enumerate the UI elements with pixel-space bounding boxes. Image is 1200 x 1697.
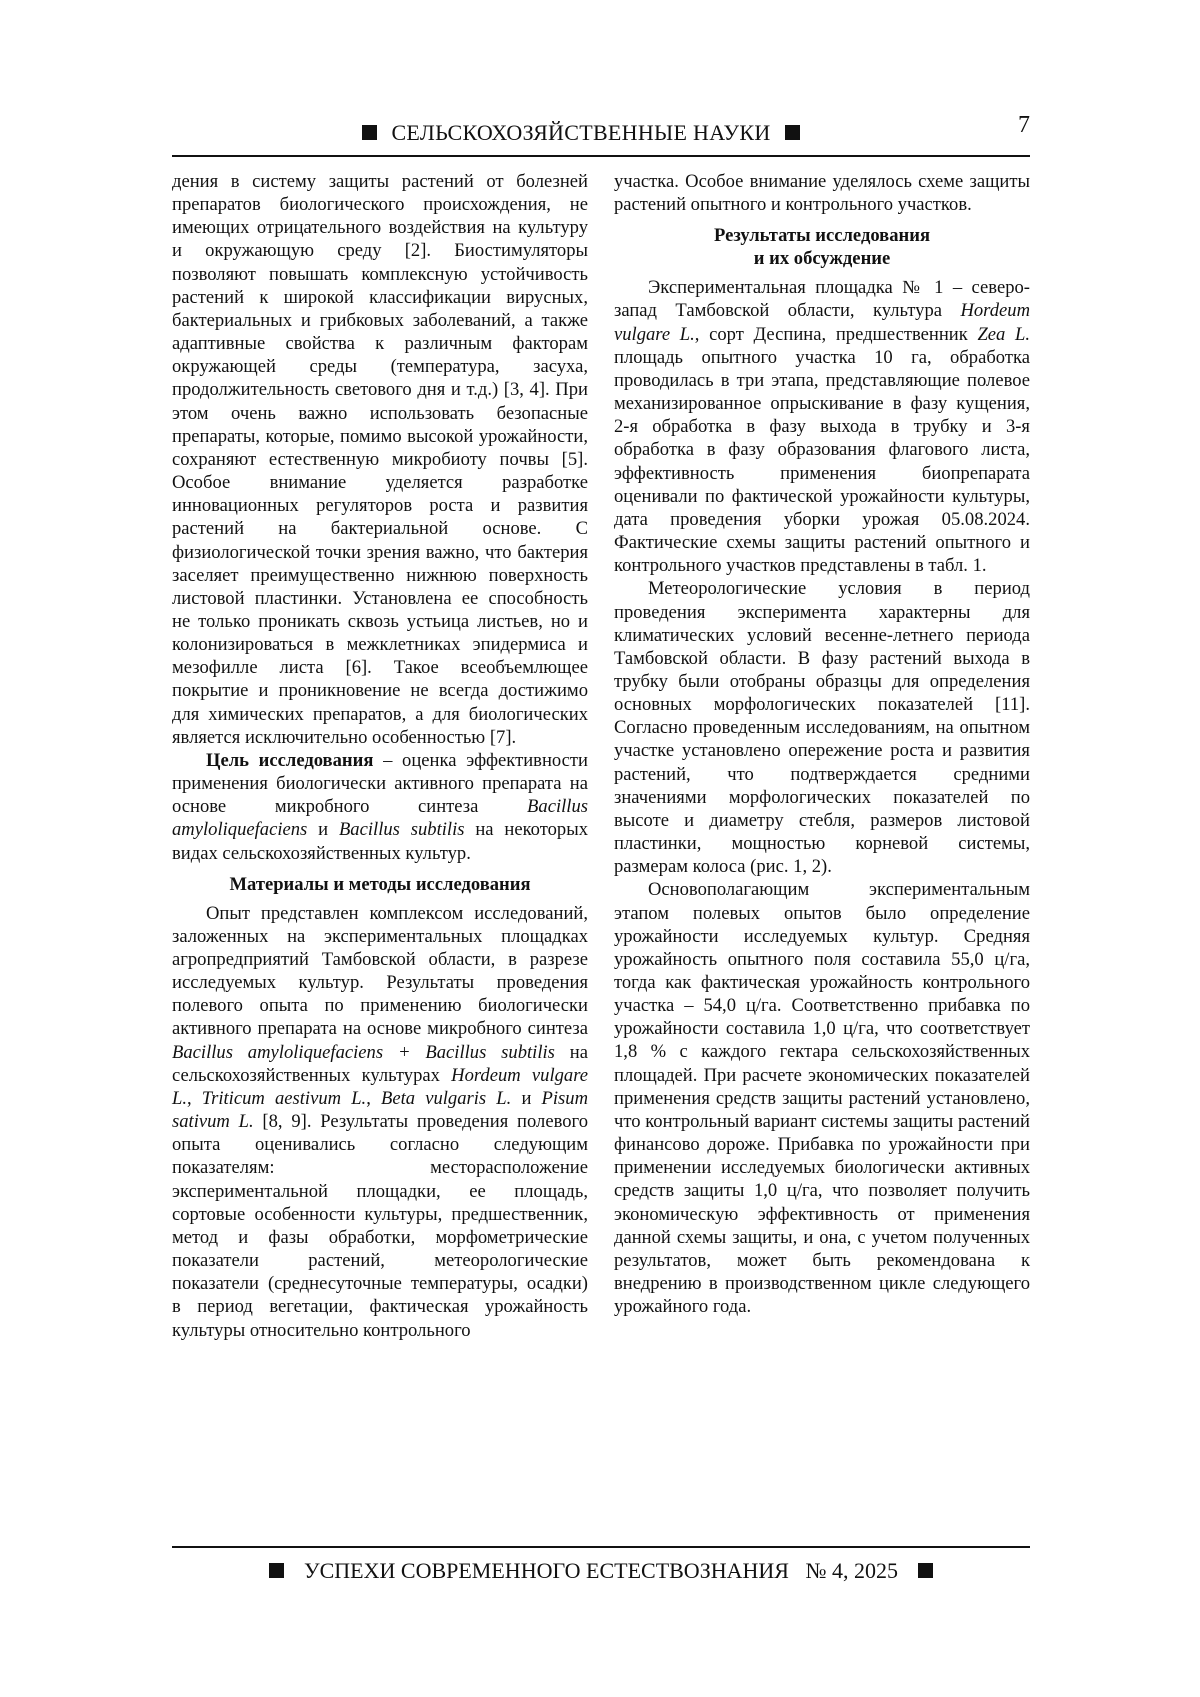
text-run: на некоторых видах сельскохозяйственных культур. xyxy=(172,819,588,864)
species-name: Hordeum vulgare L. xyxy=(614,300,1030,345)
text-run: [8, 9]. Результаты проведения полевого опыта оценивались согласно следующим показателям: месторасположение экспериментальной площадки, ее площадь, сортовые особенности культуры, предшественник, метод и фазы обработки, морфометрические показатели растений, метеорологические показатели (среднесуточные температуры, осадки) в период вегетации, фактическая урожайность культуры относительно контрольного xyxy=(172,1111,588,1341)
section-title: СЕЛЬСКОХОЗЯЙСТВЕННЫЕ НАУКИ xyxy=(391,120,771,145)
section-heading-methods: Материалы и методы исследования xyxy=(229,873,531,895)
species-name: Bacillus subtilis xyxy=(338,819,465,841)
paragraph: участка. Особое внимание уделялось схеме защиты растений опытного и контрольного участков. xyxy=(614,171,1030,216)
species-name: Hordeum vulgare L. xyxy=(172,1064,588,1109)
text-run: , xyxy=(366,1087,381,1109)
running-header xyxy=(172,112,1030,152)
species-name: Triticum aestivum L. xyxy=(201,1087,367,1109)
species-name: Pisum sativum L. xyxy=(172,1087,589,1133)
square-bullet-icon xyxy=(362,125,377,140)
heading-line: и их обсуждение xyxy=(753,248,891,270)
text-run: Опыт представлен комплексом исследований, заложенных на экспериментальных площадках агропредприятий Тамбовской области, в разрезе исследуемых культур. Результаты проведения полевого опыта по применению биологически активного препарата на основе микробного синтеза xyxy=(172,902,588,1040)
journal-title: УСПЕХИ СОВРЕМЕННОГО ЕСТЕСТВОЗНАНИЯ xyxy=(304,1558,789,1583)
paragraph-aim xyxy=(172,749,588,865)
paragraph-site xyxy=(614,276,1030,577)
paragraph-methods xyxy=(172,902,588,1342)
species-name: Bacillus amyloliquefaciens + Bacillus subtilis xyxy=(172,1041,555,1063)
text-run: на сельскохозяйственных культурах xyxy=(172,1041,588,1086)
text-run: Экспериментальная площадка № 1 – северо-запад Тамбовской области, культура xyxy=(614,277,1030,322)
text-run: – оценка эффективности применения биологически активного препарата на основе микробного синтеза xyxy=(172,749,588,818)
footer-rule xyxy=(172,1546,1030,1548)
text-run: площадь опытного участка 10 га, обработка проводилась в три этапа, представляющие полевое механизированное опрыскивание в фазу кущения, 2-я обработка в фазу выхода в трубку и 3-я обработка в фазу образования флагового листа, эффективность применения биопрепарата оценивали по фактической урожайности культуры, дата проведения уборки урожая 05.08.2024. Фактические схемы защиты растений опытного и контрольного участков представлены в табл. 1. xyxy=(614,346,1030,577)
species-name: Beta vulgaris L. xyxy=(381,1087,512,1109)
right-column xyxy=(614,170,1030,1318)
text-run: и xyxy=(307,819,339,841)
square-bullet-icon xyxy=(785,125,800,140)
aim-label: Цель исследования xyxy=(206,749,374,771)
running-footer xyxy=(172,1556,1030,1586)
paragraph: дения в систему защиты растений от болезней препаратов биологического происхождения, не имеющих отрицательного воздействия на культуру и окружающую среду [2]. Биостимуляторы позволяют повышать комплексную устойчивость растений к широкой классификации вирусных, бактериальных и грибковых заболеваний, а также адаптивные свойства к различным факторам окружающей среды (температура, засуха, продолжительность светового дня и т.д.) [3, 4]. При этом очень важно использовать безопасные препараты, которые, помимо высокой урожайности, сохраняют естественную микробиоту почвы [5]. Особое внимание уделяется разработке инновационных регуляторов роста и развития растений на бактериальной основе. С физиологической точки зрения важно, что бактерия заселяет преимущественно нижнюю поверхность листовой пластинки. Установлена ее способность не только проникать сквозь устьица листьев, но и колонизироваться в межклетниках эпидермиса и мезофилле листа [6]. Такое всеобъемлющее покрытие и проникновение не всегда достижимо для химических препаратов, а для биологических является исключительно особенностью [7]. xyxy=(172,171,588,748)
paragraph-weather: Метеорологические условия в период проведения эксперимента характерны для климатических условий весенне-летнего периода Тамбовской области. В фазу растений выхода в трубку были отобраны образцы для определения основных морфологических показателей [11]. Согласно проведенным исследованиям, на опытном участке установлено опережение роста и развития растений, что подтверждается средними значениями морфологических показателей по высоте и диаметру стебля, размеров листовой пластинки, мощностью корневой системы, размерам колоса (рис. 1, 2). xyxy=(614,578,1030,878)
left-column xyxy=(172,170,588,1342)
paragraph-yield: Основополагающим экспериментальным этапом полевых опытов было определение урожайности исследуемых культур. Средняя урожайность опытного поля составила 55,0 ц/га, тогда как фактическая урожайность контрольного участка – 54,0 ц/га. Соответственно прибавка по урожайности составила 1,0 ц/га, что соответствует 1,8 % с каждого гектара сельскохозяйственных площадей. При расчете экономических показателей применения средств защиты растений установлено, что контрольный вариант системы защиты растений финансово дороже. Прибавка по урожайности при применении исследуемых биологически активных средств защиты 1,0 ц/га, что позволяет получить экономическую эффективность от применения данной схемы защиты, и она, с учетом полученных результатов, может быть рекомендована к внедрению в производственном цикле следующего урожайного года. xyxy=(614,879,1030,1318)
square-bullet-icon xyxy=(269,1563,284,1578)
section-heading-results xyxy=(614,224,1030,270)
species-name: Bacillus amyloliquefaciens xyxy=(172,796,588,841)
page-number: 7 xyxy=(1018,112,1030,138)
text-run: и xyxy=(511,1087,542,1109)
species-name: Zea L. xyxy=(977,323,1030,345)
section-title-wrap xyxy=(172,118,990,148)
text-run: , сорт Деспина, предшественник xyxy=(694,323,978,345)
heading-line: Результаты исследования xyxy=(713,225,931,247)
issue-number: № 4, 2025 xyxy=(805,1558,898,1583)
square-bullet-icon xyxy=(918,1563,933,1578)
header-rule xyxy=(172,155,1030,157)
text-run: , xyxy=(187,1087,202,1109)
